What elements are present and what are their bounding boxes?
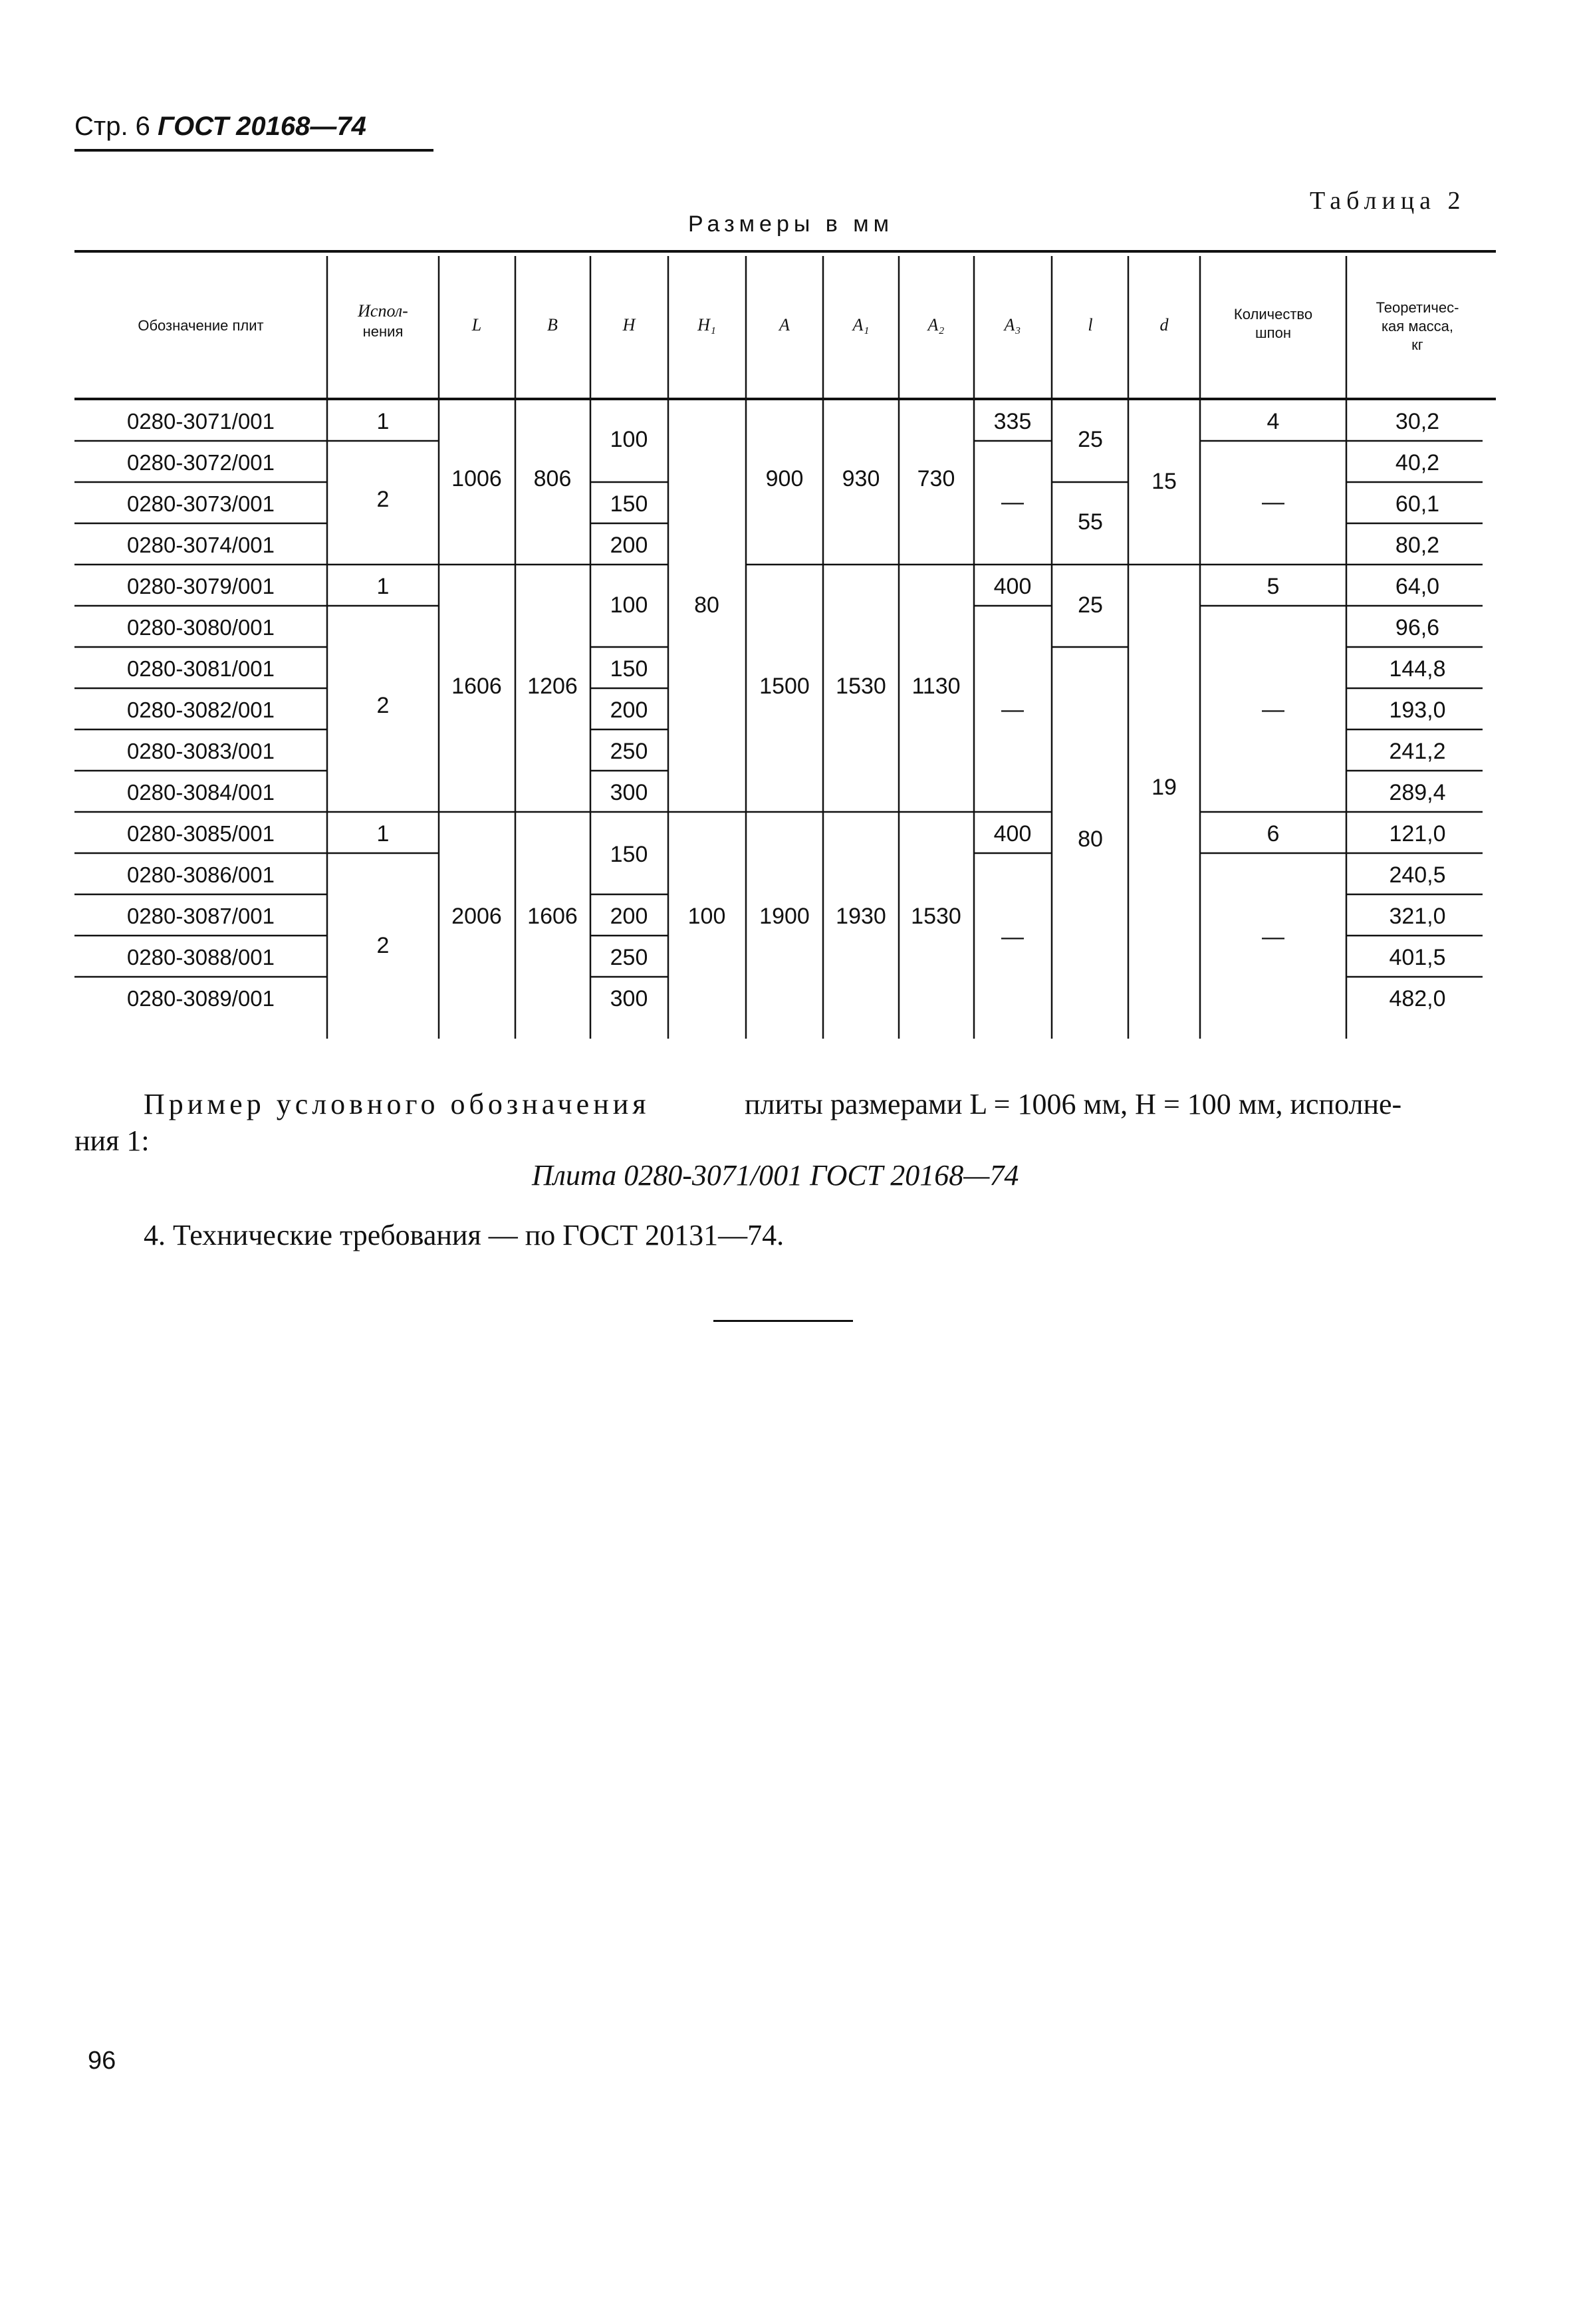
mass-value: 289,4	[1389, 780, 1446, 805]
l-cell: 55	[1078, 509, 1103, 535]
col-A1: A₁	[852, 315, 870, 334]
table-body-cells	[377, 409, 1284, 1011]
col-B: B	[547, 315, 558, 334]
H-cell: 150	[610, 656, 648, 682]
A3-cell: 400	[993, 821, 1032, 846]
L-cell: 1606	[451, 674, 502, 699]
standard-number: ГОСТ 20168—74	[158, 112, 366, 141]
d-cell: 19	[1151, 775, 1177, 800]
plate-code: 0280-3087/001	[126, 904, 275, 928]
mass-value: 96,6	[1395, 615, 1440, 640]
A3-dash: —	[1001, 924, 1024, 950]
mass-value: 144,8	[1389, 656, 1446, 682]
mass-value: 64,0	[1395, 574, 1440, 599]
end-rule	[713, 1320, 853, 1322]
A2-cell: 730	[917, 466, 955, 491]
keys-cell: 4	[1267, 409, 1280, 434]
mass-value: 240,5	[1389, 862, 1446, 888]
A-cell: 1900	[759, 904, 810, 929]
version-cell: 2	[376, 933, 390, 958]
example-designation: Плита 0280-3071/001 ГОСТ 20168—74	[532, 1159, 1019, 1192]
H-cell: 200	[610, 698, 648, 723]
A2-cell: 1530	[911, 904, 961, 929]
l-cell: 25	[1078, 427, 1103, 452]
plate-code: 0280-3082/001	[126, 698, 275, 722]
A3-dash: —	[1001, 697, 1024, 722]
keys-dash: —	[1262, 489, 1284, 515]
version-cell: 1	[376, 409, 390, 434]
mass-value: 401,5	[1389, 945, 1446, 970]
col-mass-line2: кая масса,	[1381, 318, 1454, 334]
A1-cell: 1530	[836, 674, 886, 699]
keys-cell: 6	[1267, 821, 1280, 846]
plate-code: 0280-3085/001	[126, 821, 275, 846]
plate-code: 0280-3081/001	[126, 656, 275, 681]
mass-value: 321,0	[1389, 904, 1446, 929]
plate-code: 0280-3086/001	[126, 862, 275, 887]
plate-code: 0280-3079/001	[126, 574, 275, 598]
A3-cell: 400	[993, 574, 1032, 599]
H-cell: 250	[610, 739, 648, 764]
mass-value: 241,2	[1389, 739, 1446, 764]
col-l: l	[1088, 315, 1093, 334]
col-A: A	[779, 315, 790, 334]
keys-cell: 5	[1267, 574, 1280, 599]
table-label: Таблица 2	[1310, 187, 1466, 215]
example-intro-spaced: Пример условного обозначения	[144, 1088, 650, 1120]
A1-cell: 930	[842, 466, 880, 491]
col-A3: A₃	[1004, 315, 1021, 334]
plate-code: 0280-3088/001	[126, 945, 275, 969]
H-cell: 150	[610, 842, 648, 867]
technical-requirements: 4. Технические требования — по ГОСТ 20131—74.	[144, 1219, 785, 1251]
plate-code: 0280-3080/001	[126, 615, 275, 640]
mass-value: 482,0	[1389, 986, 1446, 1011]
page-ref: Стр. 6	[74, 112, 150, 141]
H-cell: 200	[610, 533, 648, 558]
mass-value: 121,0	[1389, 821, 1446, 846]
example-intro-wrap: ния 1:	[74, 1124, 150, 1157]
A3-dash: —	[1001, 489, 1024, 515]
col-mass-line1: Теоретичес-	[1376, 299, 1459, 316]
A2-cell: 1130	[911, 674, 961, 699]
version-cell: 1	[376, 574, 390, 599]
l-cell: 25	[1078, 592, 1103, 618]
col-H: H	[622, 315, 636, 334]
mass-value: 30,2	[1395, 409, 1440, 434]
version-cell: 1	[376, 821, 390, 846]
A-cell: 900	[765, 466, 804, 491]
dimensions-table	[0, 0, 1571, 1064]
col-version-line2: нения	[362, 323, 404, 340]
example-intro-rest: плиты размерами L = 1006 мм, H = 100 мм, исполне-	[745, 1088, 1402, 1120]
plate-code: 0280-3083/001	[126, 739, 275, 763]
H-cell: 100	[610, 427, 648, 452]
col-designation: Обозначение плит	[138, 317, 264, 334]
col-keys-line2: шпон	[1255, 324, 1291, 341]
H-cell: 300	[610, 986, 648, 1011]
col-d: d	[1159, 315, 1169, 334]
version-cell: 2	[376, 487, 390, 512]
A-cell: 1500	[759, 674, 810, 699]
H-cell: 100	[610, 592, 648, 618]
mass-value: 60,1	[1395, 491, 1440, 517]
H-cell: 200	[610, 904, 648, 929]
col-mass-line3: кг	[1411, 336, 1423, 353]
col-keys-line1: Количество	[1233, 306, 1313, 323]
H1-cell: 100	[687, 904, 726, 929]
H-cell: 150	[610, 491, 648, 517]
plate-code: 0280-3084/001	[126, 780, 275, 805]
mass-value: 40,2	[1395, 450, 1440, 475]
H-cell: 250	[610, 945, 648, 970]
L-cell: 1006	[451, 466, 502, 491]
plate-code: 0280-3089/001	[126, 986, 275, 1011]
mass-value: 193,0	[1389, 698, 1446, 723]
B-cell: 1606	[527, 904, 578, 929]
col-H1: H₁	[697, 315, 716, 334]
col-L: L	[471, 315, 482, 334]
keys-dash: —	[1262, 924, 1284, 950]
d-cell: 15	[1151, 469, 1177, 494]
keys-dash: —	[1262, 697, 1284, 722]
designation-column	[127, 409, 275, 1011]
col-A2: A₂	[927, 315, 945, 334]
plate-code: 0280-3074/001	[126, 533, 275, 557]
version-cell: 2	[376, 693, 390, 718]
plate-code: 0280-3071/001	[126, 409, 275, 434]
table-header	[138, 299, 1459, 353]
col-version-line1: Испол-	[358, 301, 408, 321]
mass-column	[1389, 409, 1445, 1011]
B-cell: 806	[533, 466, 572, 491]
plate-code: 0280-3072/001	[126, 450, 275, 475]
units-caption: Размеры в мм	[688, 211, 894, 237]
plate-code: 0280-3073/001	[126, 491, 275, 516]
A1-cell: 1930	[836, 904, 886, 929]
H1-cell: 80	[694, 592, 719, 618]
page-number: 96	[88, 2047, 116, 2075]
l-cell: 80	[1078, 827, 1103, 852]
mass-value: 80,2	[1395, 533, 1440, 558]
B-cell: 1206	[527, 674, 578, 699]
H-cell: 300	[610, 780, 648, 805]
L-cell: 2006	[451, 904, 502, 929]
A3-cell: 335	[993, 409, 1032, 434]
